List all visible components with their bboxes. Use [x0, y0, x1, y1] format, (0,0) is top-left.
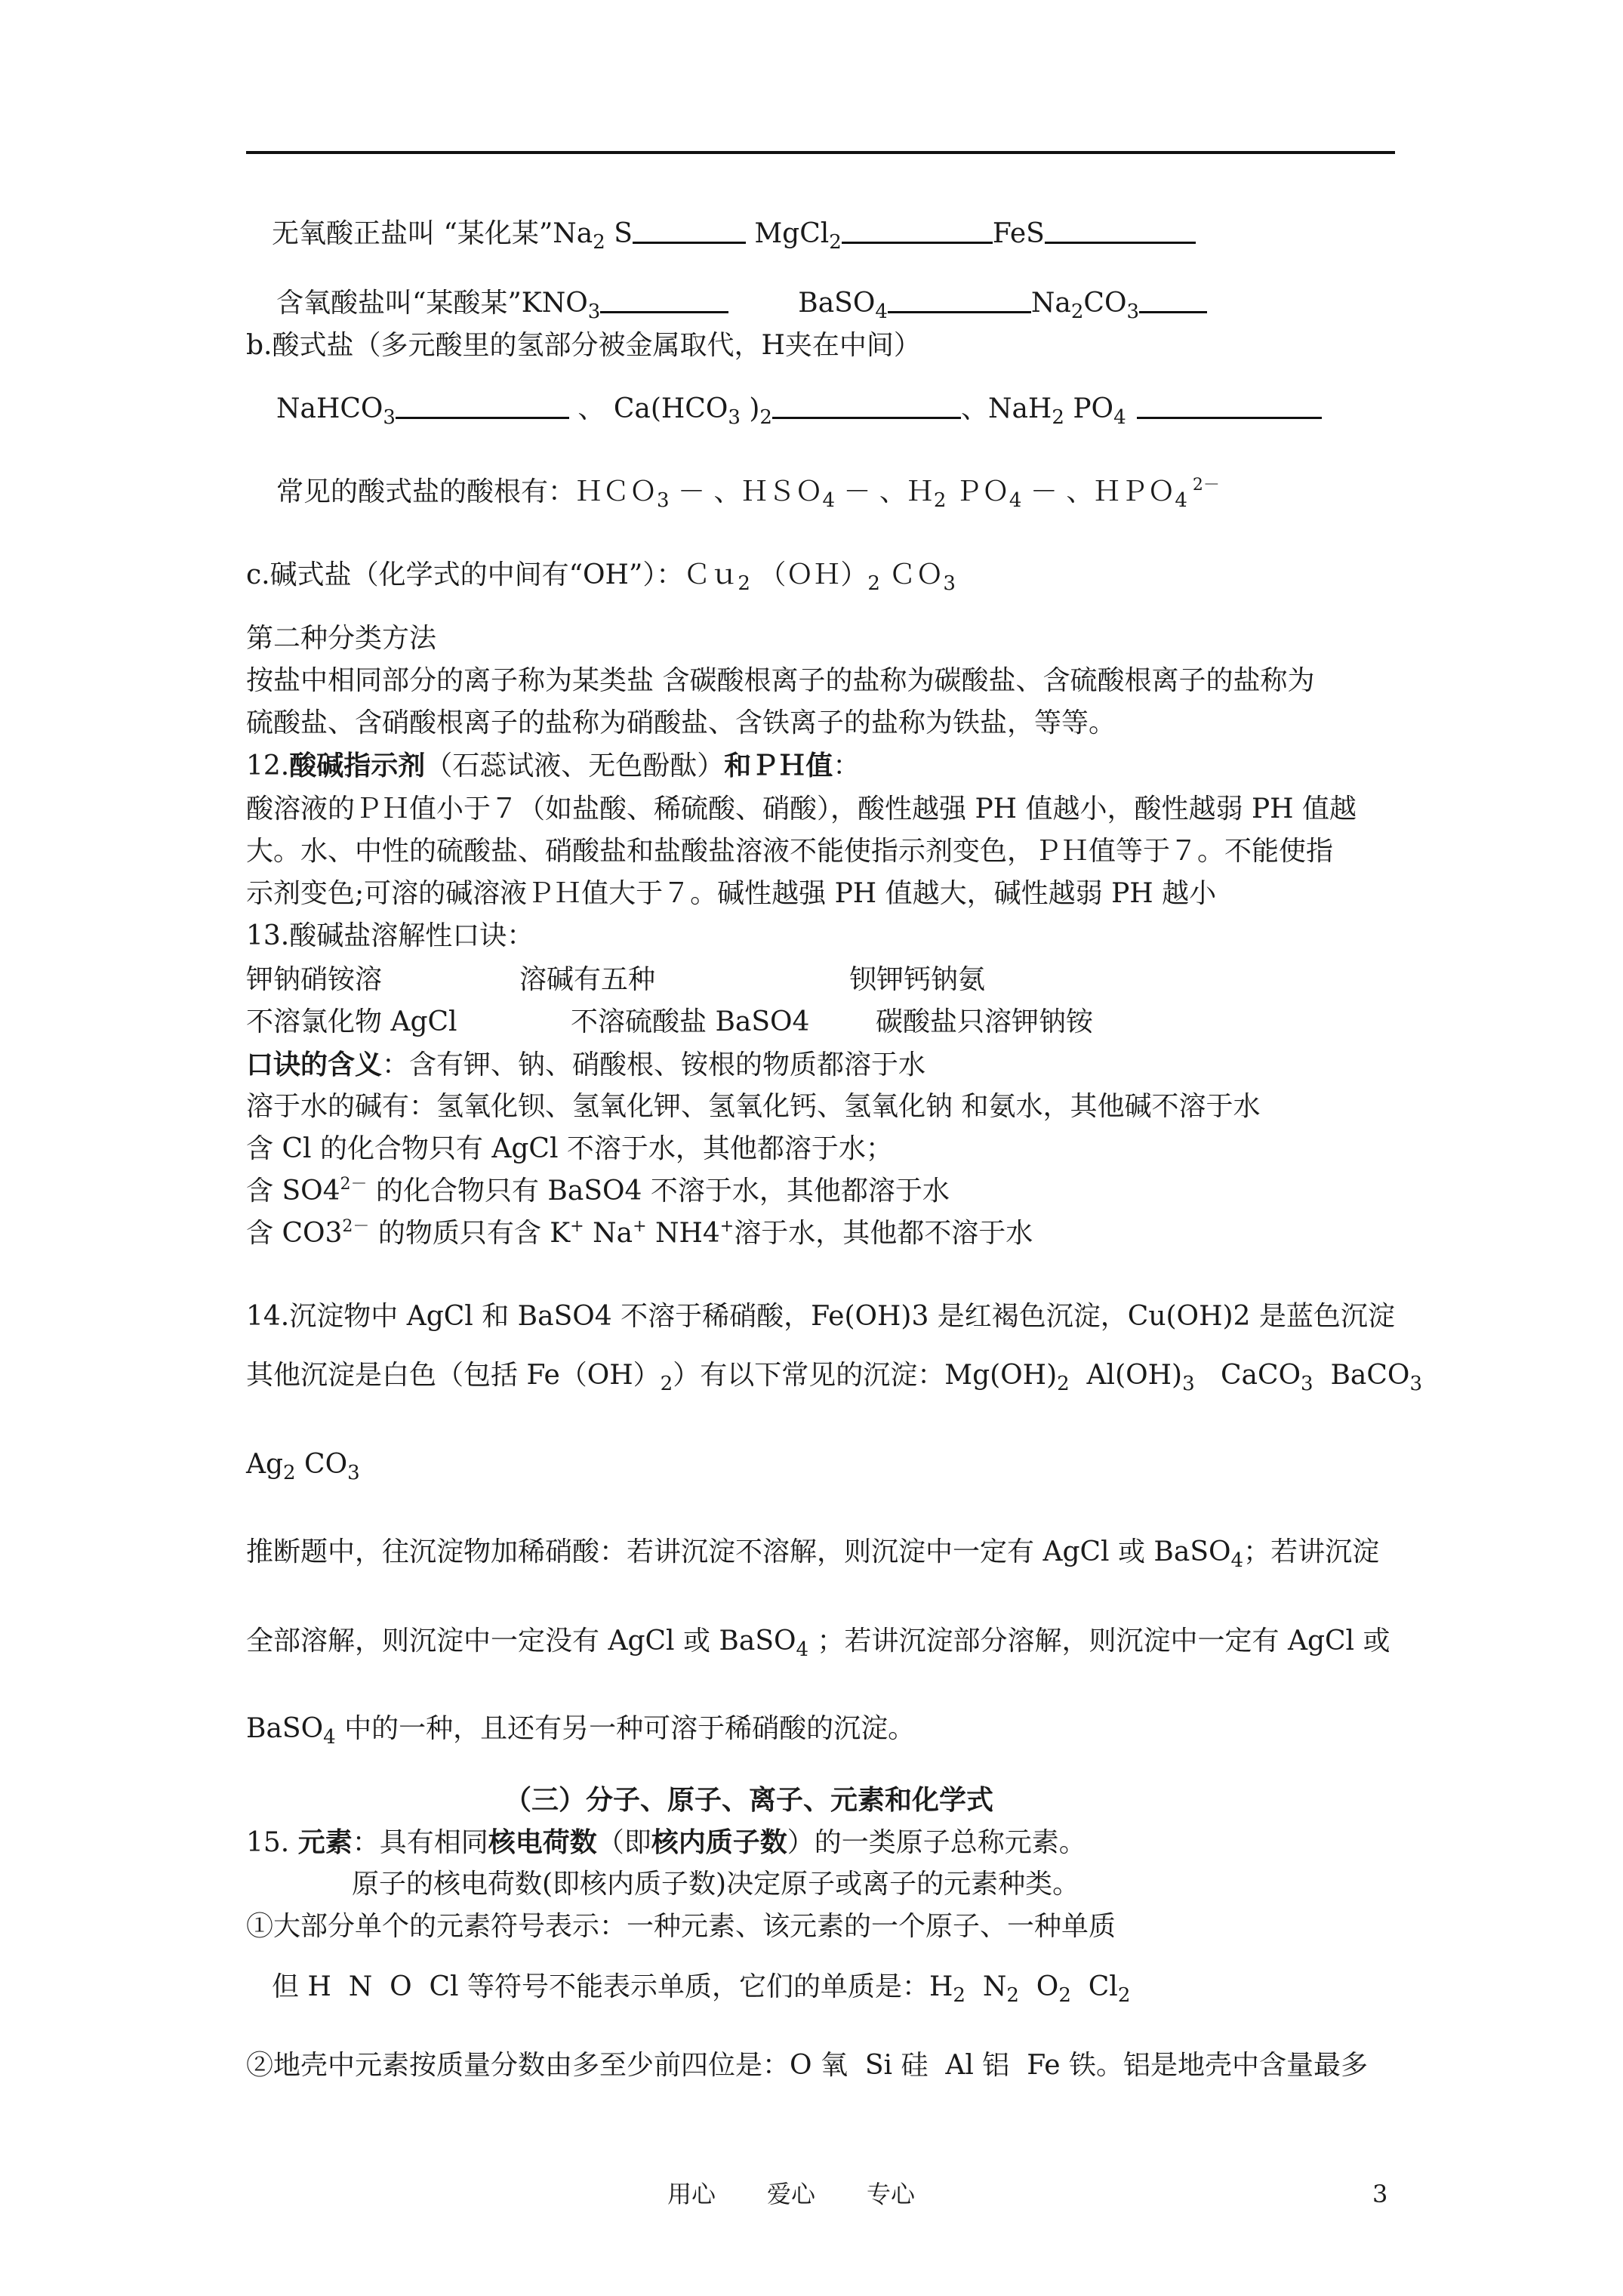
fill-blank — [633, 219, 746, 244]
mnemonic-cell: 钡钾钙钠氨 — [849, 964, 986, 995]
text: Ag — [246, 1449, 284, 1480]
subscript: 4 — [1009, 489, 1022, 512]
text: ＣＯ — [879, 559, 944, 590]
subscript: 3 — [657, 489, 670, 512]
text: － 、ＨＳＯ — [669, 476, 823, 507]
text: 中的一种，且还有另一种可溶于稀硝酸的沉淀。 — [335, 1713, 916, 1744]
text: PO — [1064, 393, 1114, 424]
text-line: 原子的核电荷数(即核内质子数)决定原子或离子的元素种类。 — [352, 1869, 1080, 1900]
text: 但 H N O Cl 等符号不能表示单质，它们的单质是：H — [272, 1971, 953, 2002]
text: NH4 — [646, 1218, 720, 1249]
text: 推断题中，往沉淀物加稀硝酸：若讲沉淀不溶解，则沉淀中一定有 AgCl 或 BaSO — [246, 1536, 1231, 1567]
text: （即 — [596, 1827, 651, 1858]
text-line: 含 Cl 的化合物只有 AgCl 不溶于水，其他都溶于水； — [246, 1133, 893, 1164]
subscript: 2 — [1058, 1984, 1071, 2007]
text: ）的一类原子总称元素。 — [787, 1827, 1086, 1858]
text: （ＯＨ） — [750, 559, 868, 590]
text-line: 示剂变色;可溶的碱溶液ＰＨ值大于７。碱性越强 PH 值越大，碱性越弱 PH 越小 — [246, 878, 1217, 909]
fill-blank — [1045, 219, 1196, 244]
header-rule — [246, 151, 1395, 154]
fill-blank — [1137, 394, 1322, 419]
text-line: 13.酸碱盐溶解性口诀： — [246, 920, 534, 951]
text-line — [276, 393, 1322, 429]
subscript: 3 — [383, 406, 396, 429]
subscript: 2 — [660, 1373, 673, 1395]
fill-blank — [1139, 288, 1207, 313]
text: S — [605, 218, 633, 249]
subscript: 4 — [822, 489, 835, 512]
text: 全部溶解，则沉淀中一定没有 AgCl 或 BaSO — [246, 1626, 796, 1657]
fill-blank — [888, 288, 1031, 313]
text: 其他沉淀是白色（包括 Fe（OH） — [246, 1360, 661, 1391]
text-line: ①大部分单个的元素符号表示：一种元素、该元素的一个原子、一种单质 — [246, 1911, 1116, 1942]
text: N — [965, 1971, 1007, 2002]
subscript: 4 — [323, 1726, 336, 1749]
text-line: b.酸式盐（多元酸里的氢部分被金属取代，H夹在中间） — [246, 330, 921, 361]
text: 、 Ca(HCO — [568, 393, 728, 424]
text: Na — [1030, 288, 1071, 319]
text: NaHCO — [276, 393, 383, 424]
mnemonic-cell: 碳酸盐只溶钾钠铵 — [876, 1006, 1094, 1037]
mnemonic-cell: 不溶硫酸盐 BaSO4 — [571, 1006, 810, 1037]
text-line — [246, 750, 860, 781]
text-line — [246, 1219, 1033, 1249]
footer-motto-3: 专心 — [867, 2180, 916, 2208]
fill-blank — [772, 394, 961, 419]
text: Cl — [1070, 1971, 1118, 2002]
text-line: 酸溶液的ＰＨ值小于７（如盐酸、稀硫酸、硝酸），酸性越强 PH 值越小，酸性越弱 PH 值越 — [246, 794, 1357, 824]
text-line — [246, 1827, 1086, 1858]
text: BaSO — [798, 288, 876, 319]
text: FeS — [992, 218, 1045, 249]
bold-text: 核内质子数 — [651, 1826, 787, 1858]
superscript: + — [719, 1217, 735, 1236]
text: － 、ＨＰＯ — [1021, 476, 1175, 507]
subscript: 4 — [875, 300, 888, 323]
text-line: ②地壳中元素按质量分数由多至少前四位是：O 氧 Si 硅 Al 铝 Fe 铁。铝是地壳中含量最多 — [246, 2050, 1368, 2081]
subscript: 4 — [796, 1638, 809, 1661]
text: CO — [1083, 288, 1127, 319]
subscript: 2 — [1117, 1984, 1131, 2007]
text: MgCl — [745, 218, 830, 249]
text: 、NaH — [960, 393, 1052, 424]
subscript: 3 — [728, 406, 741, 429]
text: Al(OH) — [1069, 1360, 1183, 1391]
text: ；若讲沉淀部分溶解，则沉淀中一定有 AgCl 或 — [808, 1626, 1390, 1657]
text: － 、Ｈ — [835, 476, 934, 507]
bold-text: 核电荷数 — [488, 1826, 597, 1858]
superscript: + — [570, 1217, 584, 1236]
text-line: 溶于水的碱有：氢氧化钡、氢氧化钾、氢氧化钙、氢氧化钠 和氨水，其他碱不溶于水 — [246, 1091, 1261, 1122]
text: 无氧酸正盐叫 “某化某”Na — [272, 218, 593, 249]
footer-motto-1: 用心 — [667, 2180, 716, 2208]
subscript: 4 — [1230, 1549, 1244, 1572]
subscript: 2 — [283, 1462, 296, 1484]
text-line — [246, 1176, 950, 1207]
text-line — [276, 288, 1207, 323]
text: CaCO — [1194, 1360, 1301, 1391]
subscript: 2 — [933, 489, 947, 512]
text-line — [246, 1626, 1390, 1661]
subscript: 2 — [829, 231, 842, 254]
subscript: 3 — [1182, 1373, 1195, 1395]
bold-text: 和ＰＨ值 — [724, 750, 833, 781]
subscript: 2 — [1052, 406, 1064, 429]
superscript: 2－ — [340, 1175, 368, 1194]
text-line — [246, 1049, 925, 1080]
text-line: 按盐中相同部分的离子称为某类盐 含碳酸根离子的盐称为碳酸盐、含硫酸根离子的盐称为 — [246, 665, 1315, 696]
fill-blank — [600, 288, 728, 313]
text-line — [246, 1360, 1422, 1395]
subscript: 3 — [587, 300, 601, 323]
text: c.碱式盐（化学式的中间有“OH”）：Ｃｕ — [246, 559, 738, 590]
text: ）有以下常见的沉淀：Mg(OH) — [673, 1360, 1058, 1391]
text-line — [246, 1713, 916, 1749]
subscript: 2 — [1057, 1373, 1070, 1395]
fill-blank — [842, 219, 993, 244]
text: BaSO — [246, 1713, 324, 1744]
text-line — [246, 559, 956, 595]
bold-text: 酸碱指示剂 — [289, 750, 426, 781]
subscript: 3 — [943, 572, 956, 595]
text-line: 14.沉淀物中 AgCl 和 BaSO4 不溶于稀硝酸，Fe(OH)3 是红褐色沉淀，Cu(OH)2 是蓝色沉淀 — [246, 1301, 1395, 1332]
text: 含 CO3 — [246, 1218, 343, 1249]
text-line — [276, 476, 1220, 512]
subscript: 3 — [347, 1462, 360, 1484]
text: ： — [833, 750, 861, 781]
text: ) — [740, 393, 760, 424]
subscript: 2 — [1070, 300, 1084, 323]
subscript: 2 — [593, 231, 605, 254]
text: 的化合物只有 BaSO4 不溶于水，其他都溶于水 — [367, 1176, 950, 1207]
text-line — [272, 1971, 1131, 2007]
text: 溶于水，其他都不溶于水 — [734, 1218, 1033, 1249]
section-title: （三）分子、原子、离子、元素和化学式 — [504, 1784, 994, 1816]
text-line: 大。水、中性的硫酸盐、硝酸盐和盐酸盐溶液不能使指示剂变色，ＰＨ值等于７。不能使指 — [246, 836, 1334, 867]
text: ：具有相同 — [352, 1827, 488, 1858]
text: ；若讲沉淀 — [1243, 1536, 1380, 1567]
subscript: 4 — [1113, 406, 1126, 429]
subscript: 2 — [759, 406, 772, 429]
text: BaCO — [1313, 1360, 1410, 1391]
subscript: 2 — [1006, 1984, 1019, 2007]
mnemonic-cell: 不溶氯化物 AgCl — [246, 1006, 457, 1037]
text: 的物质只有含 K — [369, 1218, 571, 1249]
text-line — [272, 218, 1196, 254]
section-heading: 第二种分类方法 — [246, 623, 437, 654]
text: 12. — [246, 750, 290, 781]
mnemonic-cell: 钾钠硝铵溶 — [246, 964, 383, 995]
subscript: 3 — [1301, 1373, 1313, 1395]
text: O — [1018, 1971, 1059, 2002]
mnemonic-cell: 溶碱有五种 — [519, 964, 656, 995]
bold-text: 元素 — [297, 1826, 353, 1858]
text: ：含有钾、钠、硝酸根、铵根的物质都溶于水 — [382, 1049, 926, 1080]
text-line: 硫酸盐、含硝酸根离子的盐称为硝酸盐、含铁离子的盐称为铁盐，等等。 — [246, 707, 1116, 738]
text: 15. — [246, 1827, 298, 1858]
subscript: 3 — [1126, 300, 1140, 323]
text: 常见的酸式盐的酸根有：ＨＣＯ — [276, 476, 658, 507]
text: CO — [295, 1449, 348, 1480]
subscript: 3 — [1409, 1373, 1422, 1395]
superscript: 2－ — [342, 1217, 370, 1236]
subscript: 2 — [867, 572, 880, 595]
footer-motto-2: 爱心 — [767, 2180, 816, 2208]
text: （石蕊试液、无色酚酞） — [425, 750, 725, 781]
page-number: 3 — [1372, 2180, 1388, 2208]
subscript: 2 — [738, 572, 750, 595]
text-line — [246, 1536, 1380, 1572]
text: ＰＯ — [946, 476, 1009, 507]
fill-blank — [396, 394, 569, 419]
text: 含氧酸盐叫“某酸某”KNO — [276, 288, 588, 319]
superscript: 2－ — [1187, 476, 1220, 495]
text-line — [246, 1449, 360, 1484]
subscript: 4 — [1175, 489, 1187, 512]
bold-text: 口诀的含义 — [246, 1049, 383, 1080]
text: 含 SO4 — [246, 1176, 340, 1207]
text: Na — [584, 1218, 633, 1249]
subscript: 2 — [953, 1984, 965, 2007]
superscript: + — [633, 1217, 647, 1236]
